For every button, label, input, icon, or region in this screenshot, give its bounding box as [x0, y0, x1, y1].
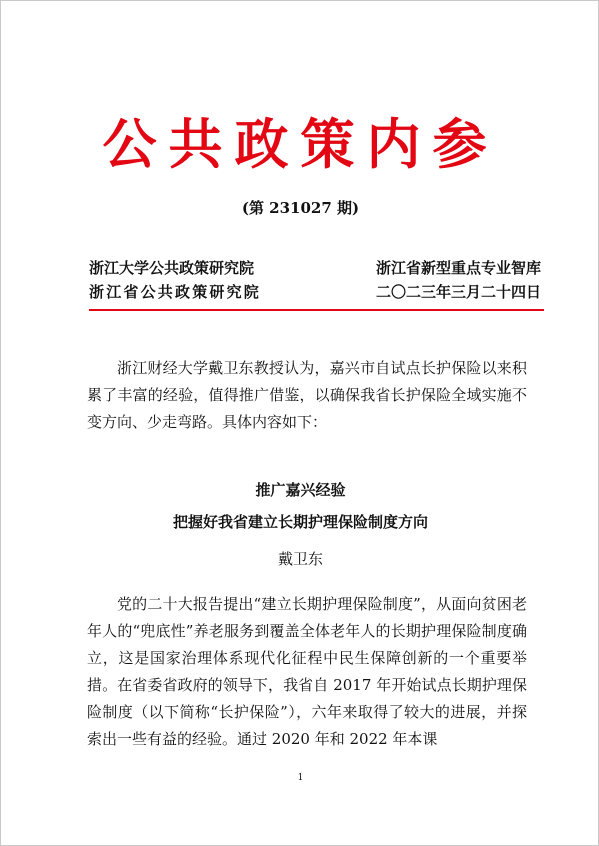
article-heading-main: 推广嘉兴经验 — [255, 481, 346, 499]
issue-number: (第 231027 期) — [241, 199, 360, 217]
org-row-2 — [89, 281, 541, 302]
think-tank-label: 浙江省新型重点专业智库 — [375, 259, 541, 277]
org-name-provincial: 浙江省公共政策研究院 — [89, 283, 262, 301]
org-row-1 — [89, 257, 541, 278]
header-divider — [89, 309, 544, 311]
org-name-zju: 浙江大学公共政策研究院 — [89, 259, 255, 277]
document-title: 公共政策内参 — [102, 112, 499, 176]
article-heading-sub: 把握好我省建立长期护理保险制度方向 — [172, 513, 428, 531]
article-author: 戴卫东 — [277, 550, 323, 568]
issue-date: 二〇二三年三月二十四日 — [375, 283, 541, 301]
intro-paragraph: 浙江财经大学戴卫东教授认为，嘉兴市自试点长护保险以来积累了丰富的经验，值得推广借鉴，以确保我省长护保险全域实施不变方向、少走弯路。具体内容如下： — [87, 359, 527, 431]
body-paragraph: 党的二十大报告提出“建立长期护理保险制度”，从面向贫困老年人的“兜底性”养老服务到覆盖全体老年人的长期护理保险制度确立，这是国家治理体系现代化征程中民生保障创新的一个重要举措。在省委省政府的领导下，我省自 2017 年开始试点长期护理保险制度（以下简称“长护保险”），六年来取得了较大的进展，并探索出一些有益的经验。通过 2020 年和 2022 年本课 — [87, 595, 527, 748]
page-number: 1 — [297, 773, 304, 783]
